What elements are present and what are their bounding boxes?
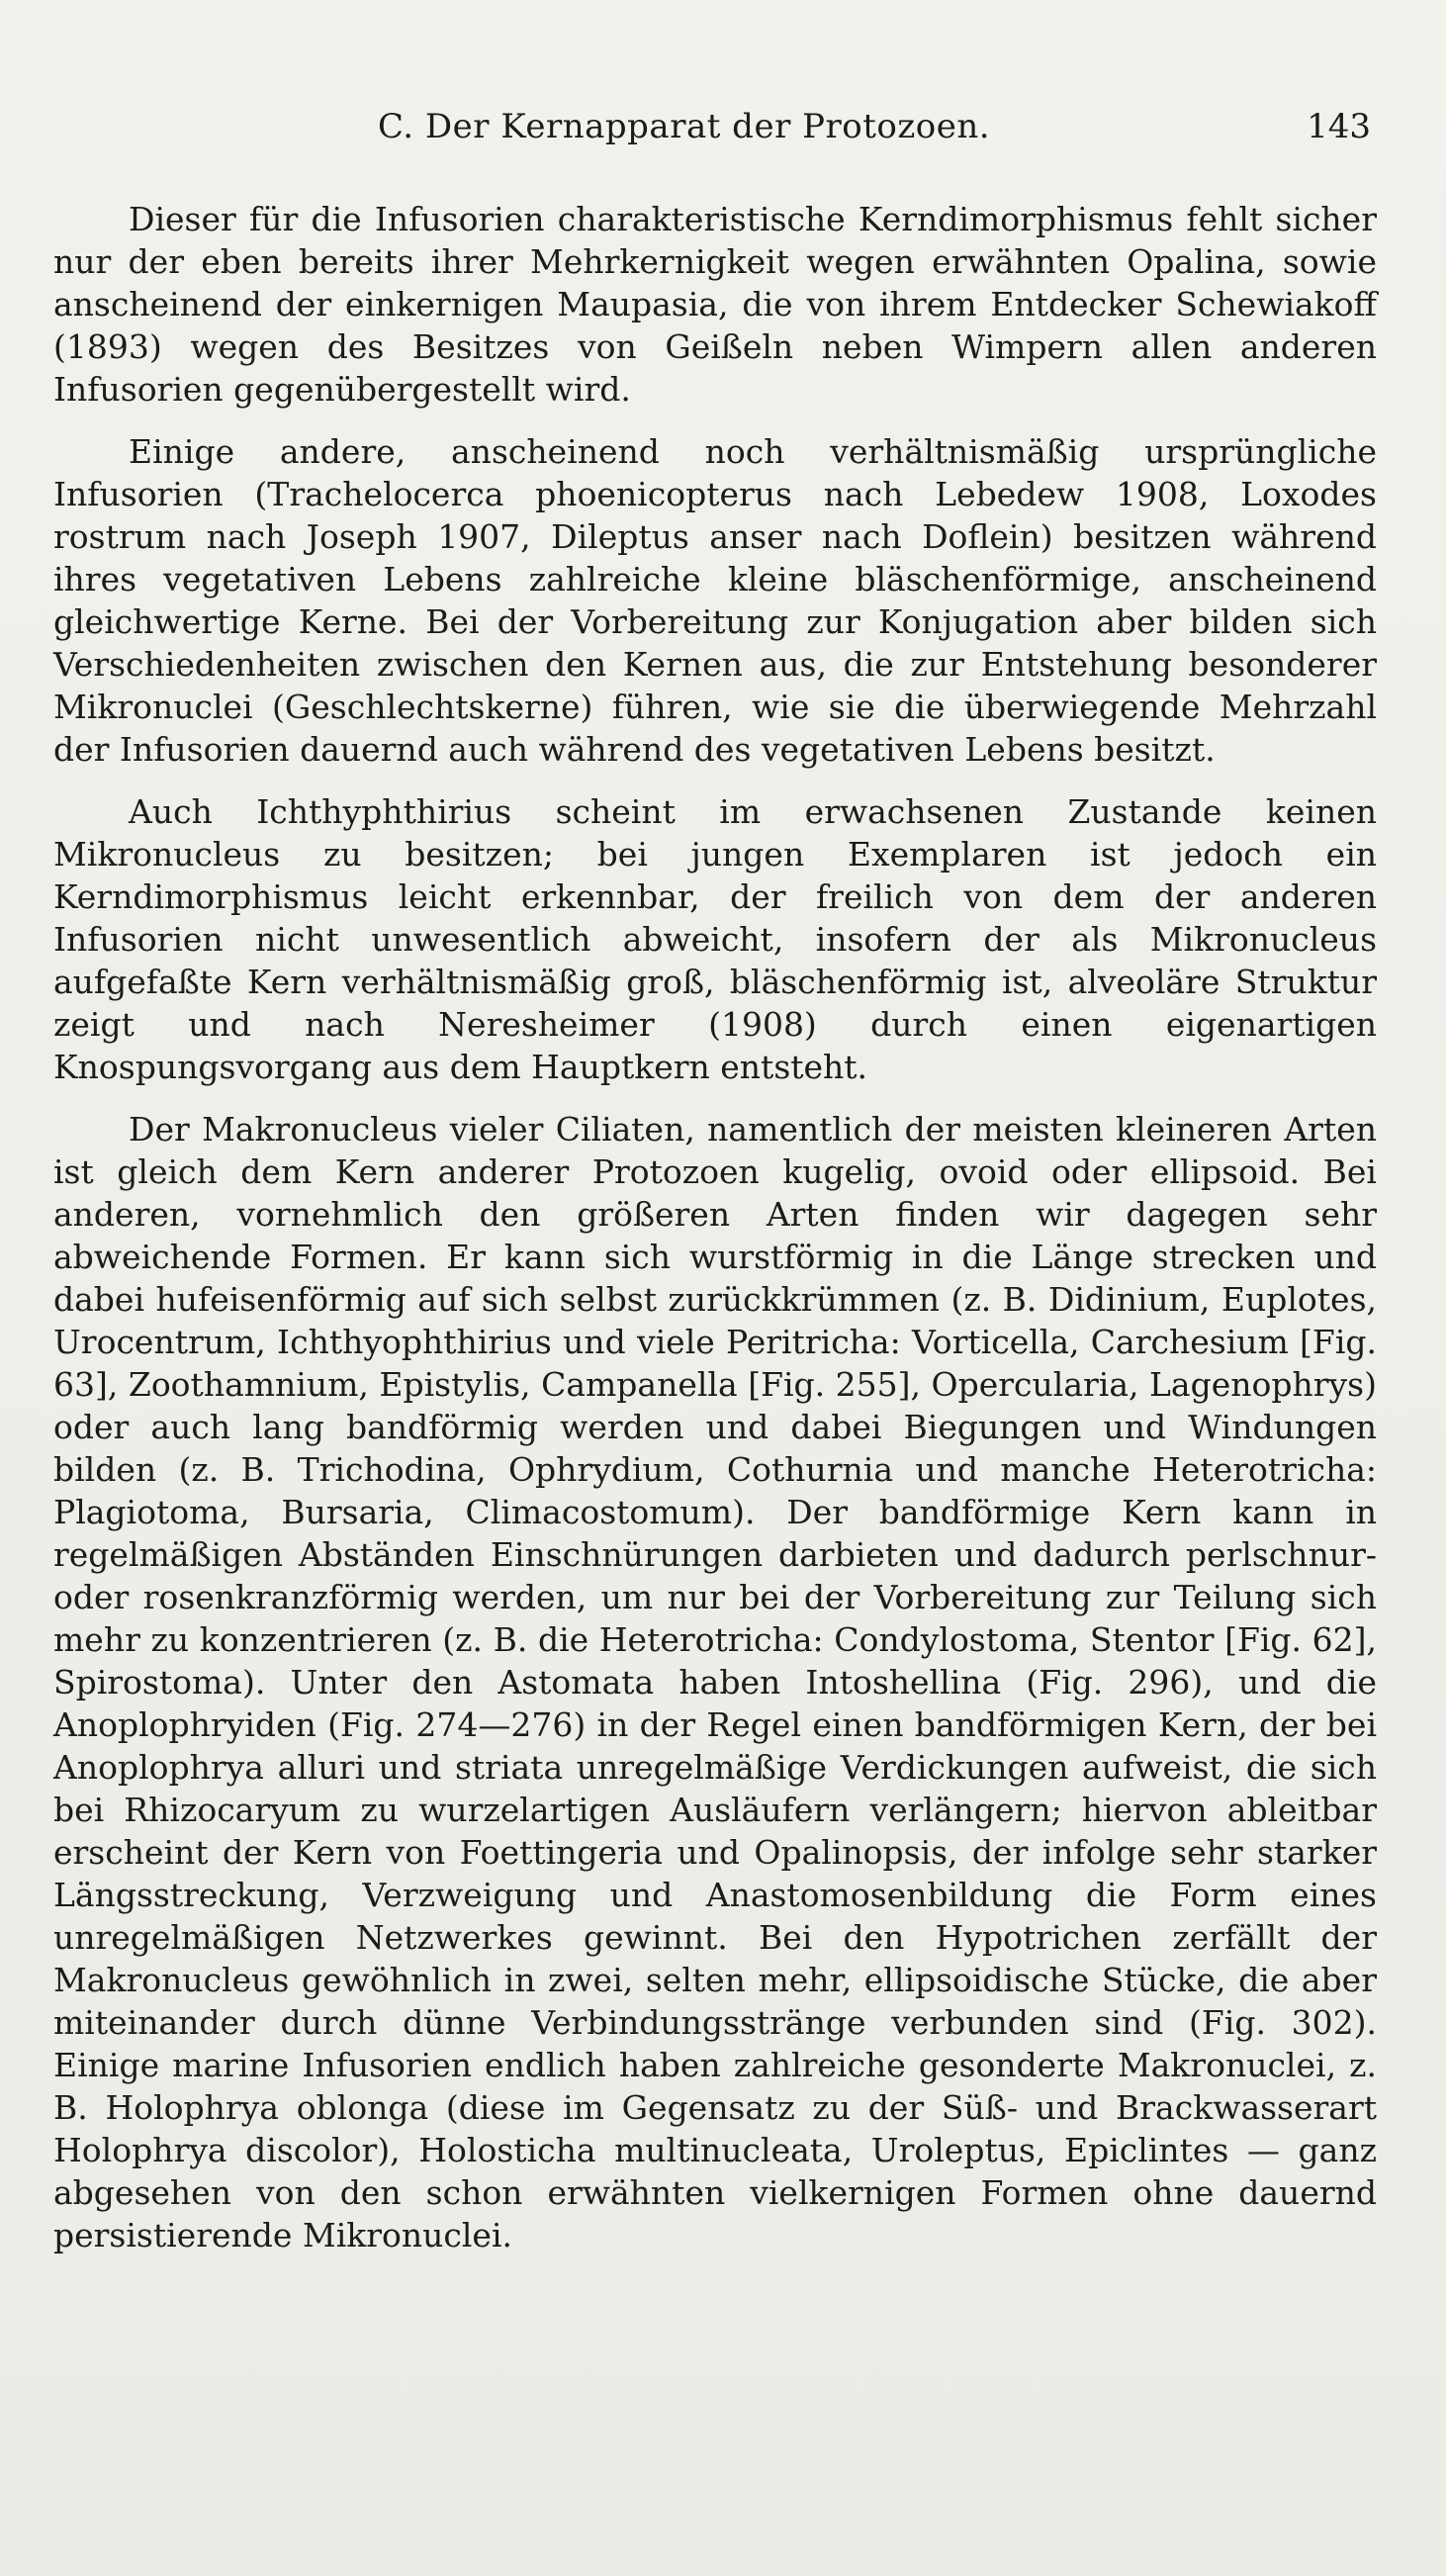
paragraph-4: Der Makronucleus vieler Ciliaten, namentlich der meisten kleineren Arten ist gleich dem Kern anderer Protozoen kugelig, ovoid oder ellipsoid. Bei anderen, vornehmlich den größeren Arten finden wir dagegen sehr abweichende Formen. Er kann sich wurstförmig in die Länge strecken und dabei hufeisenförmig auf sich selbst zurückkrümmen (z. B. Didinium, Euplotes, Urocentrum, Ichthyophthirius und viele Peritricha: Vorticella, Carchesium [Fig. 63], Zoothamnium, Epistylis, Campanella [Fig. 255], Opercularia, Lagenophrys) oder auch lang bandförmig werden und dabei Biegungen und Windungen bilden (z. B. Trichodina, Ophrydium, Cothurnia und manche Heterotricha: Plagiotoma, Bursaria, Climacostomum). Der bandförmige Kern kann in regelmäßigen Abständen Einschnürungen darbieten und dadurch perlschnur- oder rosenkranzförmig werden, um nur bei der Vorbereitung zur Teilung sich mehr zu konzentrieren (z. B. die Heterotricha: Condylostoma, Stentor [Fig. 62], Spirostoma). Unter den Astomata haben Intoshellina (Fig. 296), und die Anoplophryiden (Fig. 274—276) in der Regel einen bandförmigen Kern, der bei Anoplophrya alluri und striata unregelmäßige Verdickungen aufweist, die sich bei Rhizocaryum zu wurzelartigen Ausläufern verlängern; hiervon ableitbar erscheint der Kern von Foettingeria und Opalinopsis, der infolge sehr starker Längsstreckung, Verzweigung und Anastomosenbildung die Form eines unregelmäßigen Netzwerkes gewinnt. Bei den Hypotrichen zerfällt der Makronucleus gewöhnlich in zwei, selten mehr, ellipsoidische Stücke, die aber miteinander durch dünne Verbindungsstränge verbunden sind (Fig. 302). Einige marine Infusorien endlich haben zahlreiche gesonderte Makronuclei, z. B. Holophrya oblonga (diese im Gegensatz zu der Süß- und Brackwasserart Holophrya discolor), Holosticha multinucleata, Uroleptus, Epiclintes — ganz abgesehen von den schon erwähnten vielkernigen Formen ohne dauernd persistierende Mikronuclei. [53,1110,1377,2254]
page-number: 143 [1307,107,1371,146]
body-text [53,198,1377,2276]
paragraph-2: Einige andere, anscheinend noch verhältnismäßig ursprüngliche Infusorien (Trachelocerca phoenicopterus nach Lebedew 1908, Loxodes rostrum nach Joseph 1907, Dileptus anser nach Doflein) besitzen während ihres vegetativen Lebens zahlreiche kleine bläschenförmige, anscheinend gleichwertige Kerne. Bei der Vorbereitung zur Konjugation aber bilden sich Verschiedenheiten zwischen den Kernen aus, die zur Entstehung besonderer Mikronuclei (Geschlechtskerne) führen, wie sie die überwiegende Mehrzahl der Infusorien dauernd auch während des vegetativen Lebens besitzt. [53,432,1377,769]
paragraph-3: Auch Ichthyphthirius scheint im erwachsenen Zustande keinen Mikronucleus zu besitzen; bei jungen Exemplaren ist jedoch ein Kerndimorphismus leicht erkennbar, der freilich von dem der anderen Infusorien nicht unwesentlich abweicht, insofern der als Mikronucleus aufgefaßte Kern verhältnismäßig groß, bläschenförmig ist, alveoläre Struktur zeigt und nach Neresheimer (1908) durch einen eigenartigen Knospungsvorgang aus dem Hauptkern entsteht. [53,792,1377,1086]
paragraph-1: Dieser für die Infusorien charakteristische Kerndimorphismus fehlt sicher nur der eben bereits ihrer Mehrkernigkeit wegen erwähnten Opalina, sowie anscheinend der einkernigen Maupasia, die von ihrem Entdecker Schewiakoff (1893) wegen des Besitzes von Geißeln neben Wimpern allen anderen Infusorien gegenübergestellt wird. [53,200,1377,409]
chapter-title: C. Der Kernapparat der Protozoen. [378,107,991,146]
running-header [55,107,1371,156]
